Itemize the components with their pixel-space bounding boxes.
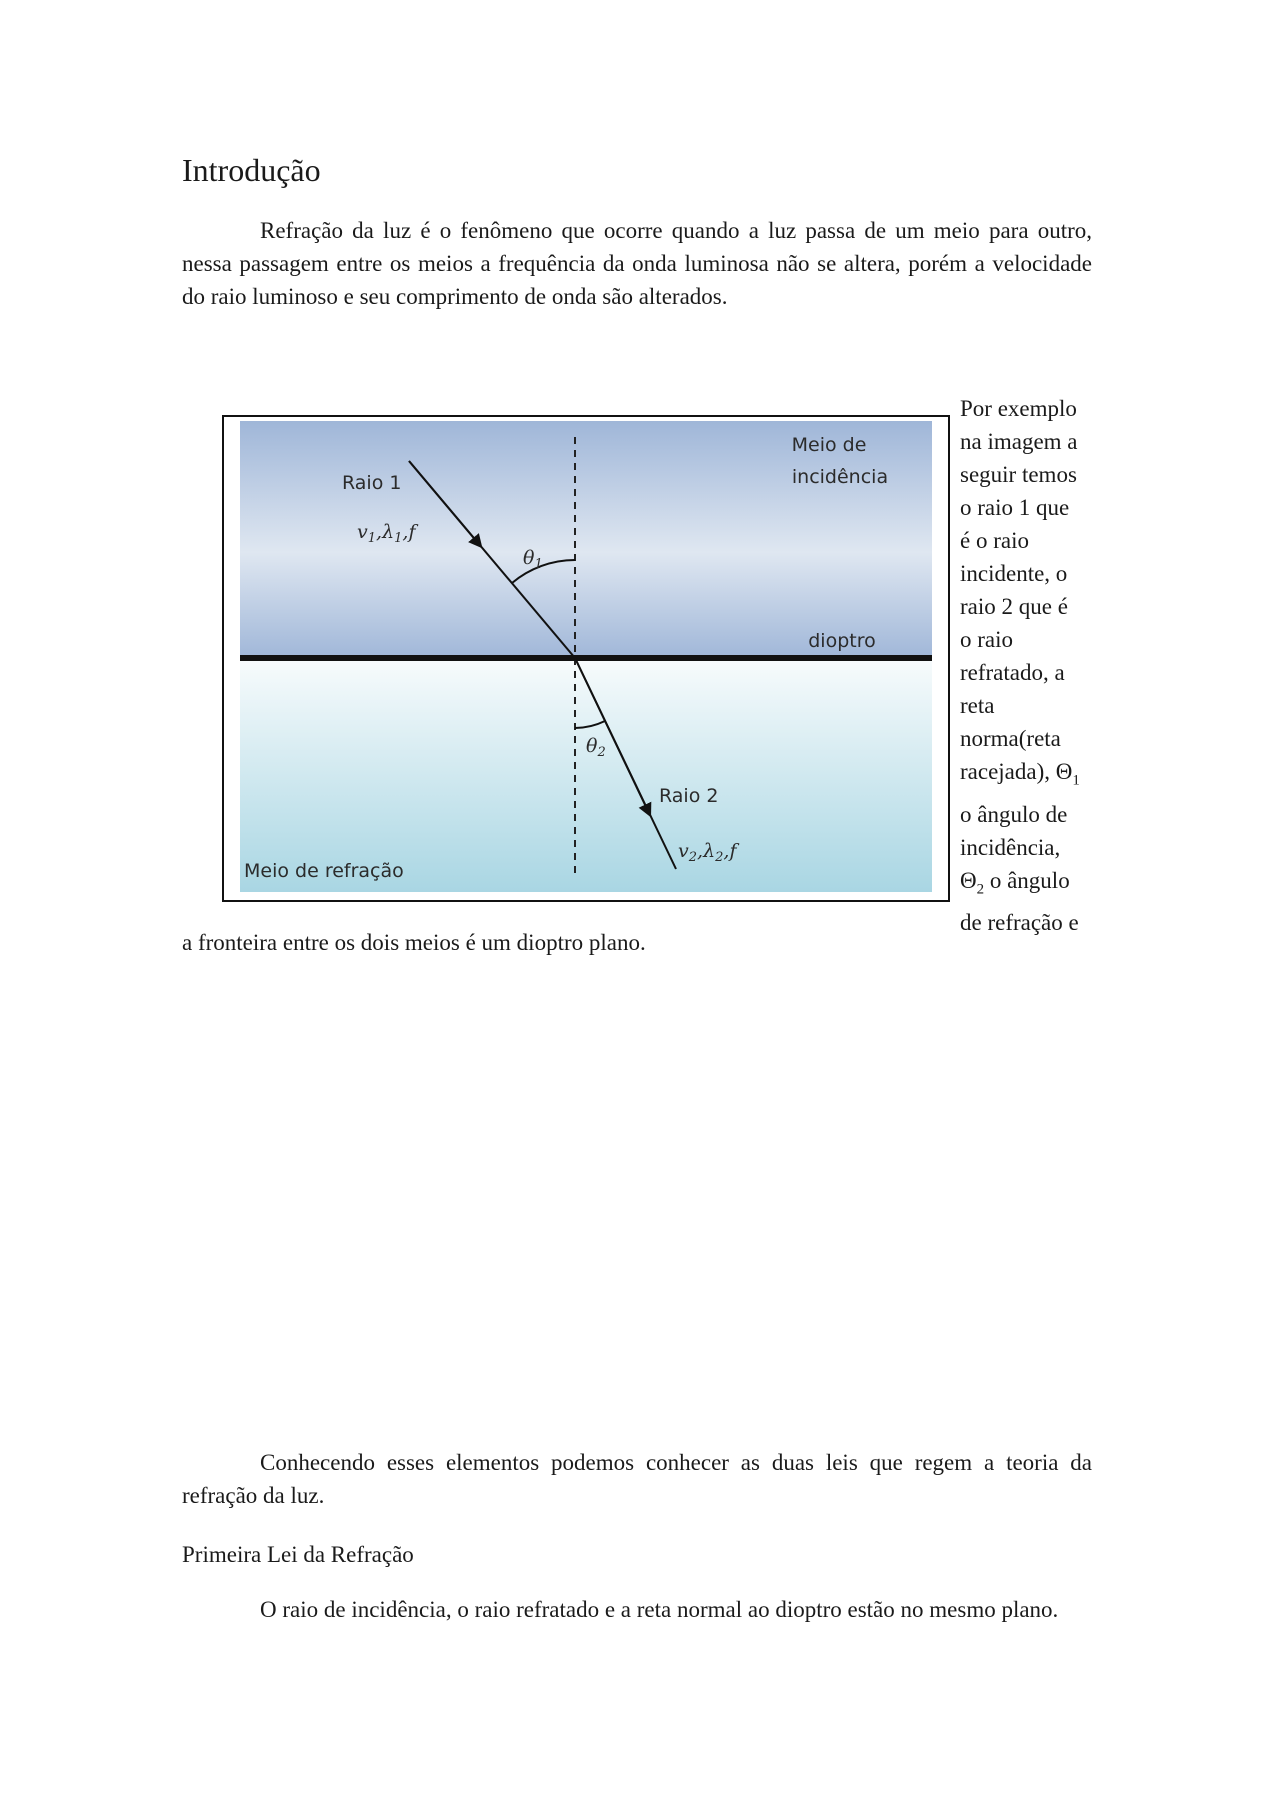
ray1-properties: $v_1,\lambda_1,f$ — [357, 521, 416, 546]
side-line-theta2 — [960, 864, 1096, 907]
medium-incidence-label-line2: incidência — [791, 466, 889, 488]
first-law-heading: Primeira Lei da Refração — [182, 1542, 414, 1567]
refraction-medium-region — [240, 660, 932, 892]
interface-dioptro-label: dioptro — [808, 630, 876, 652]
side-line: é o raio — [960, 528, 1029, 553]
side-line-text: racejada), Θ — [960, 759, 1073, 784]
ray2-properties: $v_2,\lambda_2,f$ — [678, 840, 737, 865]
wrap-paragraph-line: a fronteira entre os dois meios é um dioptro plano. — [182, 930, 646, 955]
theta1-label: $\theta_1$ — [523, 547, 543, 572]
side-line: reta — [960, 693, 995, 718]
side-line: Por exemplo — [960, 396, 1077, 421]
medium-incidence-label-line1: Meio de — [791, 434, 867, 456]
laws-intro-paragraph: Conhecendo esses elementos podemos conhecer as duas leis que regem a teoria da refração da luz. — [182, 1450, 1092, 1508]
medium-refraction-label: Meio de refração — [244, 860, 404, 882]
side-line: o raio 1 que — [960, 495, 1070, 520]
side-line: norma(reta — [960, 726, 1061, 751]
refraction-diagram-svg — [224, 417, 948, 900]
theta2-subscript: 2 — [976, 881, 985, 898]
side-line: de refração e — [960, 910, 1079, 936]
incidence-medium-region — [240, 421, 932, 660]
side-line: refratado, a — [960, 660, 1065, 685]
side-line: o ângulo de — [960, 801, 1068, 827]
intro-paragraph: Refração da luz é o fenômeno que ocorre quando a luz passa de um meio para outro, nessa passagem entre os meios a frequência da onda luminosa não se altera, porém a velocidade do raio luminoso e seu comprimento de onda são alterados. — [182, 218, 1092, 309]
theta2-label: $\theta_2$ — [586, 735, 606, 760]
side-line: seguir temos — [960, 462, 1077, 487]
side-line: o raio — [960, 627, 1014, 652]
section-heading-introducao: Introdução — [182, 152, 321, 188]
first-law-paragraph: O raio de incidência, o raio refratado e a reta normal ao dioptro estão no mesmo plano. — [260, 1597, 1059, 1622]
ray2-label: Raio 2 — [659, 785, 719, 807]
refraction-diagram — [222, 415, 950, 902]
side-line: raio 2 que é — [960, 594, 1068, 619]
side-line-text: Θ — [960, 867, 977, 893]
side-line: na imagem a — [960, 429, 1078, 454]
theta1-subscript: 1 — [1072, 772, 1080, 789]
figure-side-text — [960, 392, 1096, 939]
side-line: incidência, — [960, 834, 1061, 860]
ray1-label: Raio 1 — [342, 472, 402, 494]
side-line: incidente, o — [960, 561, 1068, 586]
side-line-text: o ângulo — [989, 867, 1070, 893]
side-line-theta1 — [960, 755, 1096, 798]
